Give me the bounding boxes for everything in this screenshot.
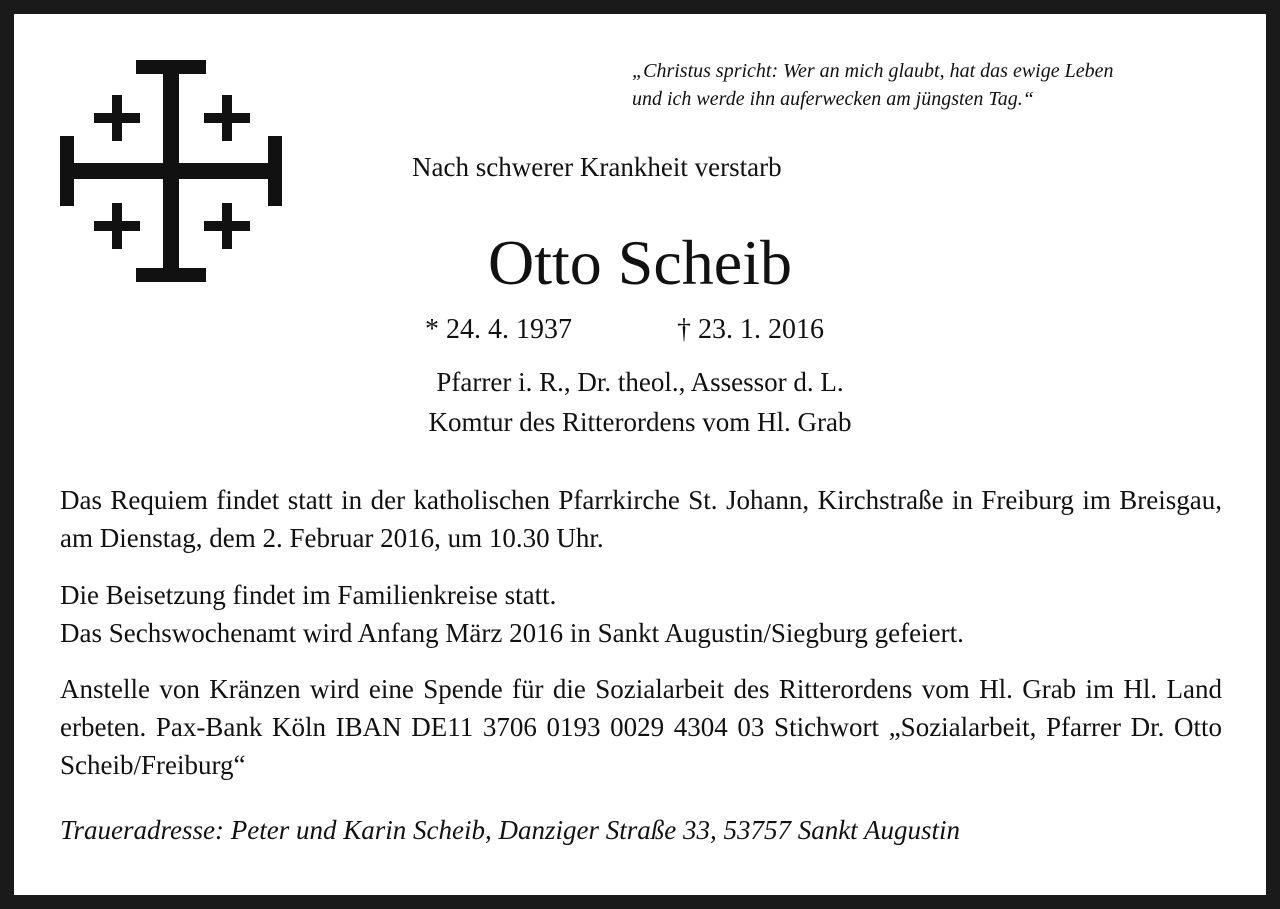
burial-line: Das Sechswochenamt wird Anfang März 2016 in Sankt Augustin/Siegburg gefeiert. [60,618,964,648]
intro-text: Nach schwerer Krankheit verstarb [412,152,782,182]
burial-paragraph [60,576,1222,652]
bible-quote: „Christus spricht: Wer an mich glaubt, hat das ewige Leben und ich werde ihn auferwecken am jüngsten Tag.“ [632,60,1114,110]
donation-paragraph: Anstelle von Kränzen wird eine Spende für die Sozialarbeit des Ritterordens vom Hl. Grab im Hl. Land erbeten. Pax-Bank Köln IBAN DE11 3706 0193 0029 4304 03 Stichwort „Sozialarbeit, Pfarrer Dr. Otto Scheib/Freiburg“ [60,674,1222,780]
death-date: † 23. 1. 2016 [677,314,824,345]
deceased-name: Otto Scheib [488,227,792,298]
mourning-address: Traueradresse: Peter und Karin Scheib, Danziger Straße 33, 53757 Sankt Augustin [60,815,960,845]
requiem-paragraph: Das Requiem findet statt in der katholischen Pfarrkirche St. Johann, Kirchstraße in Freiburg im Breisgau, am Dienstag, dem 2. Februar 2016, um 10.30 Uhr. [60,485,1222,553]
burial-line: Die Beisetzung findet im Familienkreise statt. [60,580,557,610]
title-line: Komtur des Ritterordens vom Hl. Grab [428,407,852,437]
titles [0,362,1280,442]
birth-date: * 24. 4. 1937 [425,314,572,345]
title-line: Pfarrer i. R., Dr. theol., Assessor d. L. [436,367,844,397]
